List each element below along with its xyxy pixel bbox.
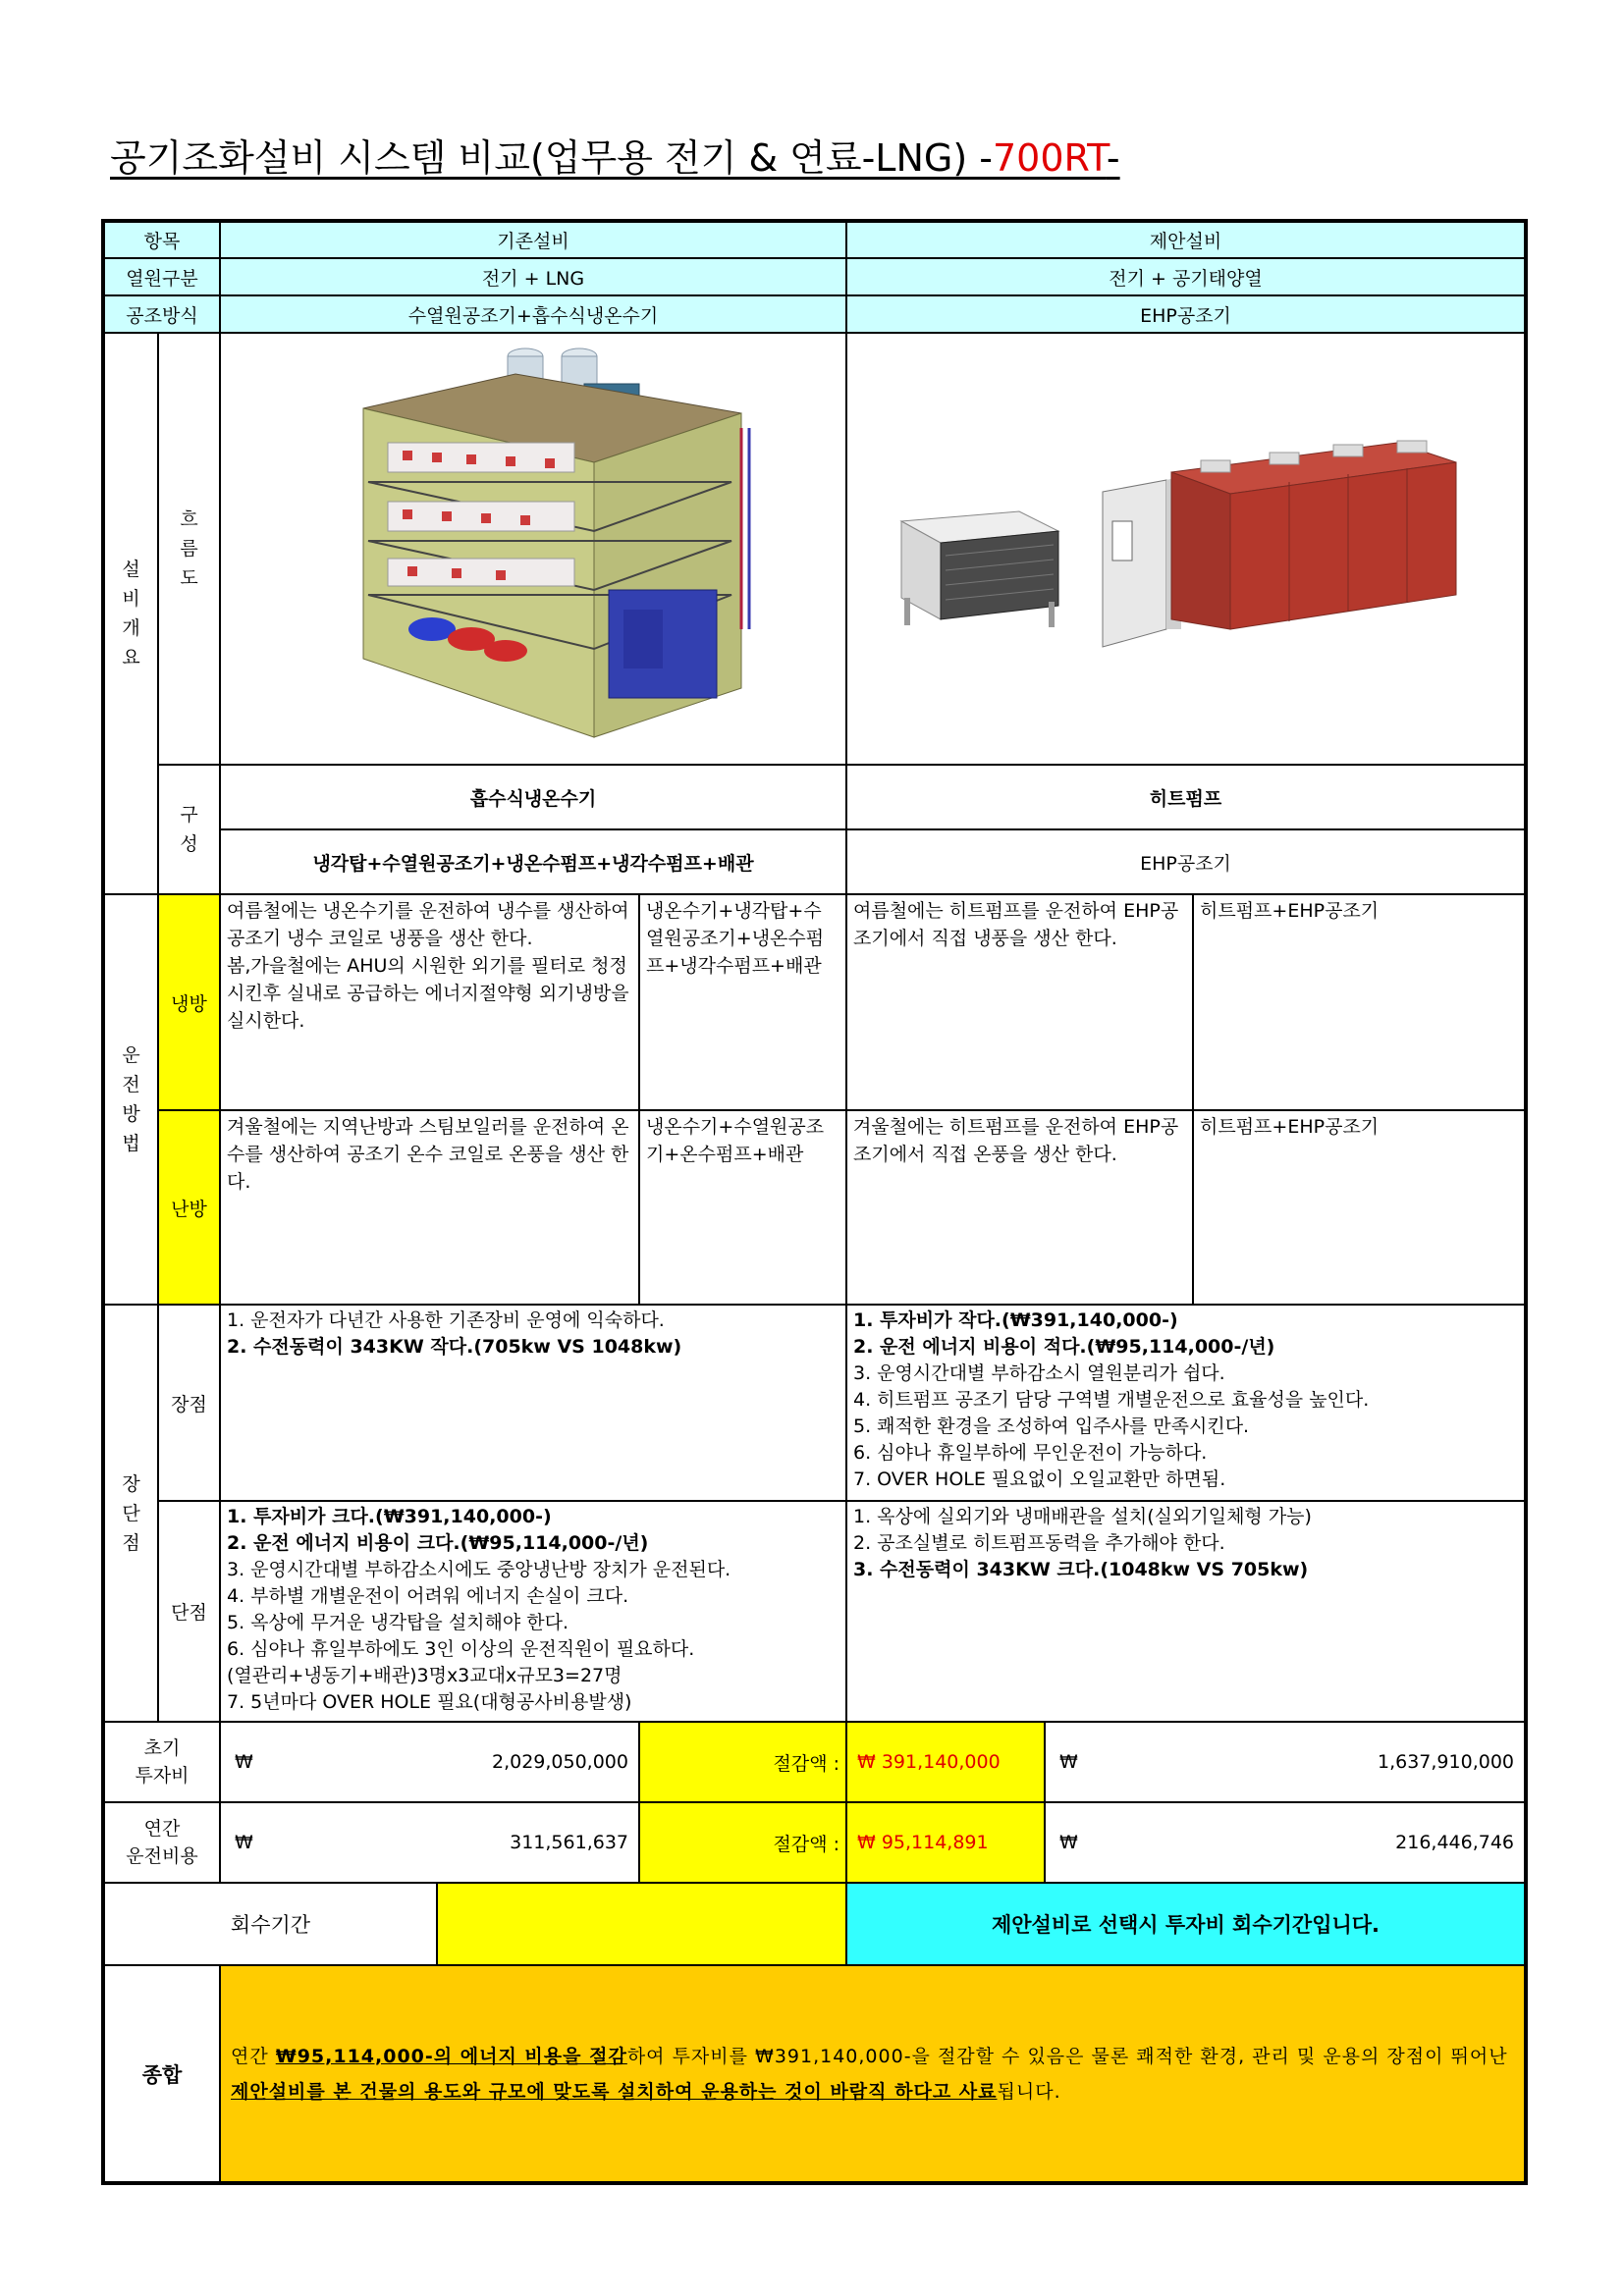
config-label: 구 성	[158, 765, 220, 894]
header-item: 항목	[103, 221, 220, 258]
list-item: 2. 운전 에너지 비용이 적다.(₩95,114,000-/년)	[853, 1336, 1275, 1358]
list-item: 1. 투자비가 크다.(₩391,140,000-)	[227, 1506, 552, 1527]
heat-source-row	[103, 258, 1526, 295]
ac-method-label: 공조방식	[103, 295, 220, 333]
list-item: 6. 심야나 휴일부하에 무인운전이 가능하다.	[853, 1442, 1208, 1464]
pros-cons-label: 장 단 점	[103, 1305, 158, 1722]
comparison-table	[101, 219, 1528, 2185]
annual-cost-row	[103, 1802, 1526, 1883]
header-row	[103, 221, 1526, 258]
initial-savings-value: ₩ 391,140,000	[846, 1722, 1045, 1802]
heating-row	[103, 1110, 1526, 1305]
cons-label: 단점	[158, 1501, 220, 1722]
annual-cost-existing: ₩ 311,561,637	[220, 1802, 639, 1883]
payback-row	[103, 1883, 1526, 1965]
overview-label: 설 비 개 요	[103, 333, 158, 894]
operation-label: 운 전 방 법	[103, 894, 158, 1305]
annual-cost-label: 연간 운전비용	[103, 1802, 220, 1883]
pros-row	[103, 1305, 1526, 1501]
existing-cooling-equip: 냉온수기+냉각탑+수열원공조기+냉온수펌프+냉각수펌프+배관	[639, 894, 846, 1110]
proposed-system-diagram	[846, 333, 1526, 765]
list-item: 4. 히트펌프 공조기 담당 구역별 개별운전으로 효율성을 높인다.	[853, 1389, 1370, 1411]
list-item: 3. 수전동력이 343KW 크다.(1048kw VS 705kw)	[853, 1559, 1309, 1580]
list-item: 5. 쾌적한 환경을 조성하여 입주사를 만족시킨다.	[853, 1415, 1250, 1437]
existing-pros	[220, 1305, 846, 1501]
payback-value	[437, 1883, 846, 1965]
list-item: 3. 운영시간대별 부하감소시 열원분리가 쉽다.	[853, 1362, 1225, 1384]
proposed-heating-equip: 히트펌프+EHP공조기	[1193, 1110, 1526, 1305]
annual-savings-label: 절감액 :	[639, 1802, 846, 1883]
building-hvac-illustration	[221, 335, 889, 763]
existing-cons	[220, 1501, 846, 1722]
list-item: 6. 심야나 휴일부하에도 3인 이상의 운전직원이 필요하다.	[227, 1638, 695, 1660]
list-item: 2. 공조실별로 히트펌프동력을 추가해야 한다.	[853, 1532, 1225, 1554]
list-item: (열관리+냉동기+배관)3명x3교대x규모3=27명	[227, 1665, 623, 1686]
initial-cost-label: 초기 투자비	[103, 1722, 220, 1802]
list-item: 2. 수전동력이 343KW 작다.(705kw VS 1048kw)	[227, 1336, 682, 1358]
heating-label: 난방	[158, 1110, 220, 1305]
initial-cost-proposed: ₩ 1,637,910,000	[1045, 1722, 1526, 1802]
initial-cost-existing: ₩ 2,029,050,000	[220, 1722, 639, 1802]
existing-heating-text: 겨울철에는 지역난방과 스팀보일러를 운전하여 온수를 생산하여 공조기 온수 코일로 온풍을 생산 한다.	[220, 1110, 639, 1305]
existing-config-1: 흡수식냉온수기	[220, 765, 846, 829]
proposed-pros	[846, 1305, 1526, 1501]
heat-source-proposed: 전기 + 공기태양열	[846, 258, 1526, 295]
config-row-2	[103, 829, 1526, 894]
proposed-heating-text: 겨울철에는 히트펌프를 운전하여 EHP공조기에서 직접 온풍을 생산 한다.	[846, 1110, 1193, 1305]
ac-method-proposed: EHP공조기	[846, 295, 1526, 333]
summary-text: 연간 ₩95,114,000-의 에너지 비용을 절감하여 투자비를 ₩391,140,000-을 절감할 수 있음은 물론 쾌적한 환경, 관리 및 운용의 장점이 뛰어난 제안설비를 본 건물의 용도와 규모에 맞도록 설치하여 운용하는 것이 바람직 하다고 사료됩니다.	[220, 1965, 1526, 2183]
initial-savings-label: 절감액 :	[639, 1722, 846, 1802]
heat-source-label: 열원구분	[103, 258, 220, 295]
ac-method-row	[103, 295, 1526, 333]
existing-heating-equip: 냉온수기+수열원공조기+온수펌프+배관	[639, 1110, 846, 1305]
cooling-row	[103, 894, 1526, 1110]
annual-cost-proposed: ₩ 216,446,746	[1045, 1802, 1526, 1883]
heat-pump-illustration	[847, 335, 1527, 763]
list-item: 7. 5년마다 OVER HOLE 필요(대형공사비용발생)	[227, 1691, 632, 1713]
header-proposed: 제안설비	[846, 221, 1526, 258]
list-item: 1. 옥상에 실외기와 냉매배관을 설치(실외기일체형 가능)	[853, 1506, 1312, 1527]
summary-row	[103, 1965, 1526, 2183]
page-title: 공기조화설비 시스템 비교(업무용 전기 & 연료-LNG) -700RT-	[110, 136, 1120, 180]
config-row-1	[103, 765, 1526, 829]
flow-label: 흐 름 도	[158, 333, 220, 765]
cooling-label: 냉방	[158, 894, 220, 1110]
ac-method-existing: 수열원공조기+흡수식냉온수기	[220, 295, 846, 333]
payback-label: 회수기간	[103, 1883, 437, 1965]
proposed-cooling-text: 여름철에는 히트펌프를 운전하여 EHP공조기에서 직접 냉풍을 생산 한다.	[846, 894, 1193, 1110]
existing-system-diagram	[220, 333, 846, 765]
list-item: 2. 운전 에너지 비용이 크다.(₩95,114,000-/년)	[227, 1532, 649, 1554]
initial-cost-row	[103, 1722, 1526, 1802]
list-item: 1. 운전자가 다년간 사용한 기존장비 운영에 익숙하다.	[227, 1309, 665, 1331]
flow-row	[103, 333, 1526, 765]
proposed-cons	[846, 1501, 1526, 1722]
list-item: 7. OVER HOLE 필요없이 오일교환만 하면됨.	[853, 1468, 1226, 1490]
pros-label: 장점	[158, 1305, 220, 1501]
cons-row	[103, 1501, 1526, 1722]
existing-config-2: 냉각탑+수열원공조기+냉온수펌프+냉각수펌프+배관	[220, 829, 846, 894]
proposed-config-2: EHP공조기	[846, 829, 1526, 894]
proposed-config-1: 히트펌프	[846, 765, 1526, 829]
header-existing: 기존설비	[220, 221, 846, 258]
annual-savings-value: ₩ 95,114,891	[846, 1802, 1045, 1883]
list-item: 1. 투자비가 작다.(₩391,140,000-)	[853, 1309, 1178, 1331]
existing-cooling-text: 여름철에는 냉온수기를 운전하여 냉수를 생산하여 공조기 냉수 코일로 냉풍을 생산 한다. 봄,가을철에는 AHU의 시원한 외기를 필터로 청정시킨후 실내로 공급하는 에너지절약형 외기냉방을 실시한다.	[220, 894, 639, 1110]
proposed-cooling-equip: 히트펌프+EHP공조기	[1193, 894, 1526, 1110]
payback-note: 제안설비로 선택시 투자비 회수기간입니다.	[846, 1883, 1526, 1965]
heat-source-existing: 전기 + LNG	[220, 258, 846, 295]
summary-label: 종합	[103, 1965, 220, 2183]
list-item: 3. 운영시간대별 부하감소시에도 중앙냉난방 장치가 운전된다.	[227, 1559, 731, 1580]
list-item: 4. 부하별 개별운전이 어려워 에너지 손실이 크다.	[227, 1585, 629, 1607]
list-item: 5. 옥상에 무거운 냉각탑을 설치해야 한다.	[227, 1612, 569, 1633]
